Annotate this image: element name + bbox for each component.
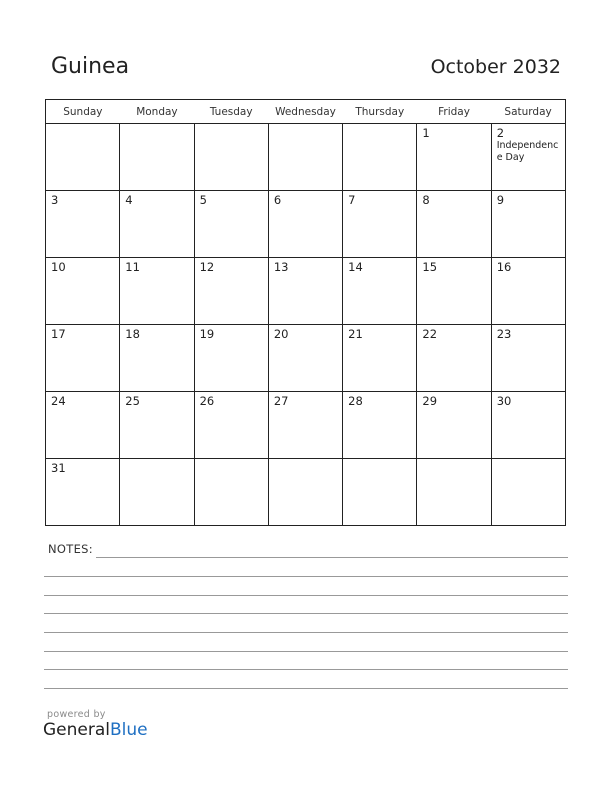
- brand-logo[interactable]: [43, 720, 148, 740]
- day-number: 30: [496, 394, 512, 408]
- day-cell: [120, 191, 194, 258]
- day-cell: [268, 392, 342, 459]
- country-title: Guinea: [51, 54, 130, 79]
- day-number: 11: [125, 260, 140, 274]
- day-number: 16: [496, 260, 512, 274]
- day-cell: [268, 258, 342, 325]
- day-cell: [343, 392, 417, 459]
- notes-line: [44, 669, 568, 670]
- day-number: 6: [273, 193, 282, 207]
- day-cell: [491, 392, 565, 459]
- day-number: 17: [51, 327, 66, 341]
- day-cell: [120, 459, 194, 526]
- day-cell: [268, 325, 342, 392]
- notes-line: [44, 651, 568, 652]
- week-row: [46, 124, 566, 191]
- day-number: 5: [199, 193, 207, 207]
- day-number: 29: [422, 394, 438, 408]
- notes-line: [44, 688, 568, 689]
- day-cell: [268, 124, 342, 191]
- day-number: 4: [125, 193, 133, 207]
- notes-line: [44, 595, 568, 596]
- notes-line: [44, 613, 568, 614]
- day-cell: [491, 191, 565, 258]
- weekday-header: Monday: [120, 100, 194, 124]
- weekday-header: Saturday: [491, 100, 565, 124]
- weekday-header-row: [46, 100, 566, 124]
- day-number: 3: [51, 193, 59, 207]
- day-number: 18: [125, 327, 140, 341]
- day-cell: [491, 325, 565, 392]
- week-row: [46, 191, 566, 258]
- day-number: 20: [273, 327, 289, 341]
- day-cell: [120, 325, 194, 392]
- day-cell: [194, 191, 268, 258]
- brand-blue: Blue: [110, 720, 148, 740]
- day-cell: [46, 191, 120, 258]
- day-cell: [343, 258, 417, 325]
- weekday-header: Thursday: [343, 100, 417, 124]
- day-number: 2: [496, 126, 505, 140]
- day-cell: [417, 459, 491, 526]
- day-number: 28: [348, 394, 363, 408]
- month-year-title: October 2032: [430, 56, 561, 78]
- day-number: 25: [125, 394, 140, 408]
- calendar-grid: [45, 99, 566, 526]
- day-cell: [417, 325, 491, 392]
- day-number: 27: [273, 394, 289, 408]
- day-cell: [194, 124, 268, 191]
- day-cell: [343, 459, 417, 526]
- day-cell: [343, 325, 417, 392]
- day-number: 7: [348, 193, 356, 207]
- day-number: 15: [422, 260, 438, 274]
- day-number: 9: [496, 193, 505, 207]
- weekday-header: Wednesday: [268, 100, 342, 124]
- weekday-header: Sunday: [46, 100, 120, 124]
- notes-label: NOTES:: [48, 542, 93, 556]
- day-cell: [417, 392, 491, 459]
- day-cell: [491, 459, 565, 526]
- day-cell: [417, 124, 491, 191]
- week-row: [46, 459, 566, 526]
- day-cell: [46, 325, 120, 392]
- day-cell: [343, 191, 417, 258]
- day-number: 22: [422, 327, 438, 341]
- day-number: 31: [51, 461, 66, 475]
- powered-by-text: powered by: [47, 709, 106, 720]
- week-row: [46, 392, 566, 459]
- day-cell: [194, 258, 268, 325]
- notes-line: [44, 632, 568, 633]
- day-cell: [491, 258, 565, 325]
- day-cell: [46, 392, 120, 459]
- day-number: 1: [422, 126, 430, 140]
- day-cell: [194, 392, 268, 459]
- day-cell: [268, 191, 342, 258]
- day-number: 13: [273, 260, 289, 274]
- day-number: 26: [199, 394, 215, 408]
- day-cell: [343, 124, 417, 191]
- day-cell: [120, 124, 194, 191]
- weekday-header: Tuesday: [194, 100, 268, 124]
- day-number: 19: [199, 327, 215, 341]
- day-cell: [194, 325, 268, 392]
- day-number: 24: [51, 394, 66, 408]
- day-cell: [120, 258, 194, 325]
- day-cell: [491, 124, 565, 191]
- brand-general: General: [43, 720, 110, 740]
- holiday-label: Independence Day: [496, 140, 559, 163]
- day-number: 8: [422, 193, 430, 207]
- day-number: 12: [199, 260, 215, 274]
- weekday-header: Friday: [417, 100, 491, 124]
- week-row: [46, 258, 566, 325]
- day-number: 10: [51, 260, 66, 274]
- day-cell: [46, 124, 120, 191]
- day-cell: [46, 258, 120, 325]
- day-cell: [417, 258, 491, 325]
- day-number: 21: [348, 327, 363, 341]
- notes-line: [96, 557, 568, 558]
- notes-line: [44, 576, 568, 577]
- day-number: 14: [348, 260, 363, 274]
- day-cell: [268, 459, 342, 526]
- day-cell: [417, 191, 491, 258]
- day-cell: [46, 459, 120, 526]
- day-number: 23: [496, 327, 512, 341]
- week-row: [46, 325, 566, 392]
- day-cell: [120, 392, 194, 459]
- day-cell: [194, 459, 268, 526]
